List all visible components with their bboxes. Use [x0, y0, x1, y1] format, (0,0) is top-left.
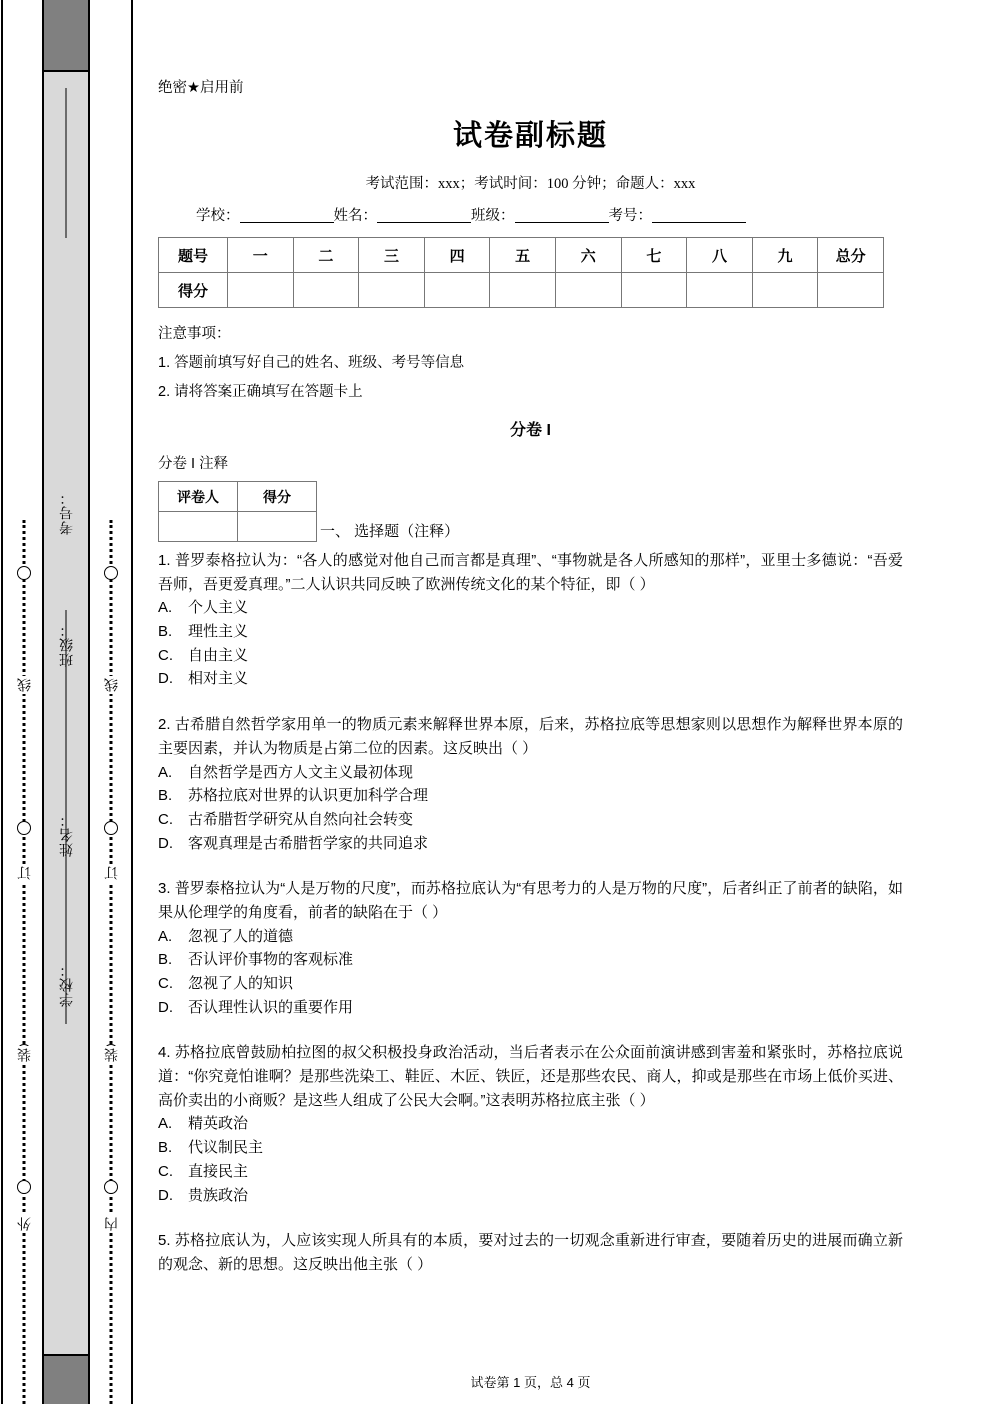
option-letter: A.: [158, 599, 173, 617]
question-spacer: [158, 1019, 903, 1035]
note-item-2: 2. 请将答案正确填写在答题卡上: [158, 384, 363, 400]
seam-char-left-outer: 外: [16, 1217, 32, 1231]
table-row-scores: [159, 273, 884, 308]
label-class: 班级：: [471, 208, 515, 224]
label-name: 姓名：: [333, 208, 377, 224]
table-row-grader-values: [159, 512, 317, 542]
question-2-stem: 2. 古希腊自然哲学家用单一的物质元素来解释世界本原，后来，苏格拉底等思想家则以思想作为解释世界本原的主要因素，并认为物质是占第二位的因素。这反映出（ ）: [158, 716, 903, 757]
blank-name[interactable]: [377, 222, 471, 223]
option-text: 精英政治: [188, 1115, 249, 1133]
table-row-question-numbers: [159, 238, 884, 273]
cell-col-4: 四: [424, 238, 490, 273]
seam-ring-left-4: [17, 1180, 31, 1194]
blank-school[interactable]: [240, 222, 334, 223]
question-5: [158, 1229, 903, 1276]
question-4-option-d[interactable]: [158, 1184, 903, 1208]
cell-grader-value[interactable]: [159, 512, 238, 542]
question-2-option-c[interactable]: [158, 808, 903, 832]
question-2: [158, 713, 903, 855]
question-3: [158, 877, 903, 1019]
option-letter: C.: [158, 646, 173, 664]
exam-content: [158, 0, 903, 1277]
cell-score-3[interactable]: [359, 273, 425, 308]
cell-score-4[interactable]: [424, 273, 490, 308]
sidebar-band-cap-top: [44, 0, 88, 72]
label-school: 学校：: [196, 208, 240, 224]
cell-col-total: 总分: [818, 238, 884, 273]
cell-col-5: 五: [490, 238, 556, 273]
question-1-option-a[interactable]: [158, 596, 903, 620]
question-1-stem: 1. 普罗泰格拉认为：“各人的感觉对他自己而言都是真理”、“事物就是各人所感知的那样”，亚里士多德说：“吾爱吾师，吾更爱真理。”二人认识共同反映了欧洲传统文化的某个特征，即（ ）: [158, 552, 903, 593]
option-text: 否认评价事物的客观标准: [188, 951, 354, 969]
page-footer: 试卷第 1 页，总 4 页: [470, 1375, 591, 1390]
seam-ring-left-2: [17, 821, 31, 835]
part-note: 分卷 I 注释: [158, 456, 229, 472]
sidebar-label-class: 班级：: [58, 622, 74, 667]
note-item-1: 1. 答题前填写好自己的姓名、班级、考号等信息: [158, 355, 465, 371]
student-info-line: [158, 204, 903, 225]
option-letter: B.: [158, 787, 173, 805]
seam-char-left-line: 线: [16, 678, 32, 692]
sidebar-band-cap-bottom: [44, 1354, 88, 1404]
grader-block: [158, 481, 903, 543]
question-3-option-b[interactable]: [158, 948, 903, 972]
option-letter: A.: [158, 763, 173, 781]
label-exam-no: 考号：: [608, 208, 652, 224]
question-1: [158, 549, 903, 691]
question-4-option-c[interactable]: [158, 1160, 903, 1184]
cell-score-1[interactable]: [228, 273, 294, 308]
option-letter: B.: [158, 951, 173, 969]
secret-label: 绝密★启用前: [158, 80, 244, 96]
option-letter: B.: [158, 623, 173, 641]
option-letter: B.: [158, 1139, 173, 1157]
option-letter: C.: [158, 810, 173, 828]
cell-score-total[interactable]: [818, 273, 884, 308]
cell-col-2: 二: [293, 238, 359, 273]
seam-ring-right-1: [104, 566, 118, 580]
seam-line-right: [104, 0, 118, 1404]
seam-char-right-ding: 订: [103, 866, 119, 880]
cell-col-8: 八: [687, 238, 753, 273]
seam-char-left-ding: 订: [16, 866, 32, 880]
option-text: 苏格拉底对世界的认识更加科学合理: [188, 787, 429, 805]
sidebar-blank-line-1: [66, 88, 67, 238]
cell-score-9[interactable]: [752, 273, 818, 308]
page-title: 试卷副标题: [452, 120, 608, 152]
cell-col-7: 七: [621, 238, 687, 273]
score-summary-table: [158, 237, 884, 308]
binding-sidebar: [0, 0, 134, 1404]
blank-class[interactable]: [515, 222, 609, 223]
seam-char-left-zhuang: 装: [16, 1048, 32, 1062]
option-text: 忽视了人的道德: [188, 927, 294, 945]
question-4-option-a[interactable]: [158, 1112, 903, 1136]
question-spacer: [158, 691, 903, 707]
option-letter: C.: [158, 975, 173, 992]
sidebar-gray-band: [42, 0, 90, 1404]
question-4-option-b[interactable]: [158, 1136, 903, 1160]
option-letter: D.: [158, 834, 173, 852]
option-text: 代议制民主: [188, 1139, 264, 1157]
option-letter: A.: [158, 927, 173, 945]
option-letter: C.: [158, 1162, 173, 1180]
option-text: 自然哲学是西方人文主义最初体现: [188, 763, 414, 781]
seam-char-right-line: 线: [103, 678, 119, 692]
question-spacer: [158, 1207, 903, 1223]
cell-score-8[interactable]: [687, 273, 753, 308]
question-4: [158, 1041, 903, 1207]
cell-score-label: 得分: [238, 482, 317, 512]
cell-score-value[interactable]: [238, 512, 317, 542]
part-title: 分卷 I: [510, 422, 551, 439]
question-3-stem: 3. 普罗泰格拉认为“人是万物的尺度”，而苏格拉底认为“有思考力的人是万物的尺度”，后者纠正了前者的缺陷，如果从伦理学的角度看，前者的缺陷在于（ ）: [158, 880, 903, 921]
option-text: 直接民主: [188, 1162, 249, 1180]
question-2-option-b[interactable]: [158, 784, 903, 808]
sidebar-label-exam-no: 考号：: [58, 490, 74, 535]
grader-table: [158, 481, 317, 542]
exam-meta-line: 考试范围：xxx；考试时间：100 分钟；命题人：xxx: [365, 176, 696, 192]
question-1-option-c[interactable]: [158, 644, 903, 668]
option-text: 古希腊哲学研究从自然向社会转变: [188, 810, 414, 828]
question-3-option-d[interactable]: [158, 996, 903, 1020]
option-text: 贵族政治: [188, 1186, 249, 1204]
option-text: 忽视了人的知识: [188, 975, 294, 992]
cell-col-6: 六: [555, 238, 621, 273]
cell-score-5[interactable]: [490, 273, 556, 308]
question-3-option-a[interactable]: [158, 925, 903, 949]
cell-score-7[interactable]: [621, 273, 687, 308]
cell-col-1: 一: [228, 238, 294, 273]
option-letter: D.: [158, 670, 173, 688]
question-2-option-a[interactable]: [158, 761, 903, 785]
option-text: 理性主义: [188, 623, 249, 641]
option-text: 客观真理是古希腊哲学家的共同追求: [188, 834, 429, 852]
question-spacer: [158, 855, 903, 871]
option-text: 否认理性认识的重要作用: [188, 998, 354, 1016]
seam-ring-right-2: [104, 821, 118, 835]
cell-col-3: 三: [359, 238, 425, 273]
seam-ring-right-4: [104, 1180, 118, 1194]
section-heading: 一、 选择题（注释）: [320, 523, 460, 540]
seam-char-right-zhuang: 装: [103, 1048, 119, 1062]
seam-line-left: [17, 0, 31, 1404]
question-2-option-d[interactable]: [158, 832, 903, 856]
cell-row-label-bottom: 得分: [159, 273, 228, 308]
option-text: 相对主义: [188, 670, 249, 688]
question-1-option-d[interactable]: [158, 667, 903, 691]
option-letter: D.: [158, 1186, 173, 1204]
cell-row-label-top: 题号: [159, 238, 228, 273]
cell-score-2[interactable]: [293, 273, 359, 308]
question-3-option-c[interactable]: [158, 972, 903, 996]
sidebar-label-school: 学校：: [58, 962, 74, 1007]
option-letter: D.: [158, 998, 173, 1016]
option-text: 自由主义: [188, 646, 249, 664]
cell-grader-label: 评卷人: [159, 482, 238, 512]
seam-char-right-inner: 内: [103, 1217, 119, 1231]
question-5-stem: 5. 苏格拉底认为，人应该实现人所具有的本质，要对过去的一切观念重新进行审查，要随着历史的进展而确立新的观念、新的思想。这反映出他主张（ ）: [158, 1232, 903, 1273]
blank-exam-no[interactable]: [652, 222, 746, 223]
question-4-stem: 4. 苏格拉底曾鼓励柏拉图的叔父积极投身政治活动，当后者表示在公众面前演讲感到害羞和紧张时，苏格拉底说道：“你究竟怕谁啊？是那些洗染工、鞋匠、木匠、铁匠，还是那些农民、商人，抑或是那些在市场上低价买进、高价卖出的小商贩？是这些人组成了公民大会啊。”这表明苏格拉底主张（ ）: [158, 1044, 903, 1109]
notes-title: 注意事项：: [158, 326, 231, 342]
option-text: 个人主义: [188, 599, 249, 617]
sidebar-label-name: 姓名：: [58, 812, 74, 857]
option-letter: A.: [158, 1115, 173, 1133]
table-row-grader-header: [159, 482, 317, 512]
cell-col-9: 九: [752, 238, 818, 273]
question-1-option-b[interactable]: [158, 620, 903, 644]
cell-score-6[interactable]: [555, 273, 621, 308]
seam-ring-left-1: [17, 566, 31, 580]
